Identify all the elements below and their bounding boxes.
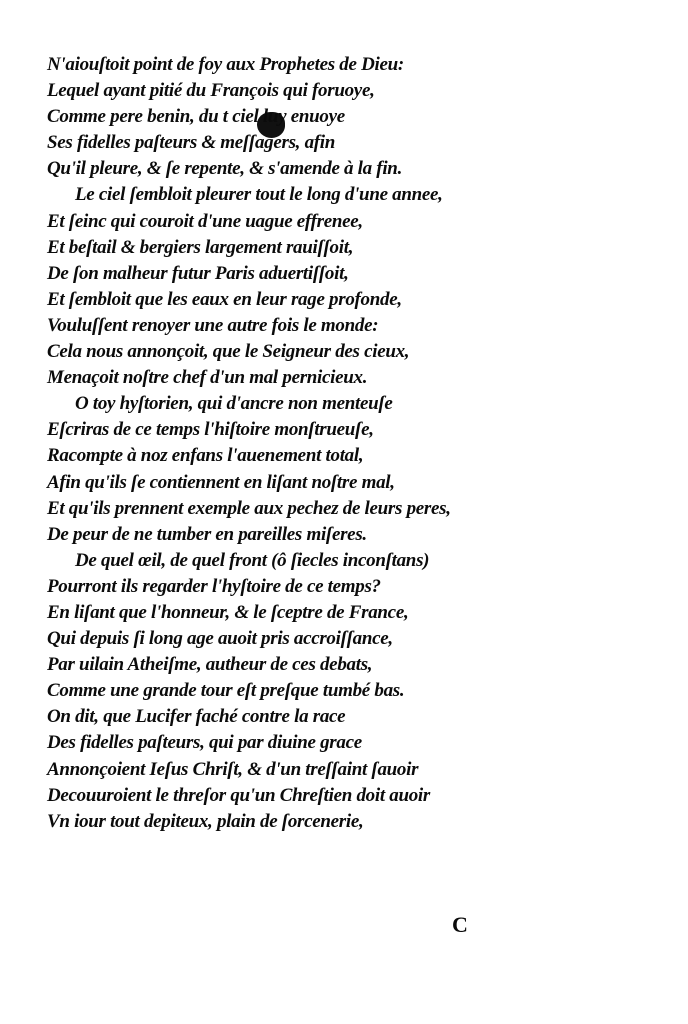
verse-line: Menaçoit noſtre chef d'un mal pernicieux. bbox=[47, 367, 368, 389]
verse-line: Et ſembloit que les eaux en leur rage profonde, bbox=[47, 288, 402, 310]
verse-line: De ſon malheur futur Paris aduertiſſoit, bbox=[47, 262, 349, 284]
verse-line: Et qu'ils prennent exemple aux pechez de leurs peres, bbox=[47, 497, 451, 519]
verse-line: Par uilain Atheiſme, autheur de ces debats, bbox=[47, 654, 373, 676]
verse-line: Afin qu'ils ſe contiennent en liſant noſtre mal, bbox=[47, 471, 395, 493]
signature-mark: C bbox=[452, 912, 468, 937]
poem-text bbox=[47, 52, 647, 835]
verse-line: En liſant que l'honneur, & le ſceptre de France, bbox=[47, 601, 409, 623]
verse-line: Decouuroient le threſor qu'un Chreſtien doit auoir bbox=[47, 784, 431, 806]
verse-line: N'aiouſtoit point de foy aux Prophetes de Dieu: bbox=[47, 54, 404, 75]
verse-line: Et ſeinc qui couroit d'une uague effrenee, bbox=[47, 210, 363, 232]
verse-line: Comme une grande tour eſt preſque tumbé bas. bbox=[47, 680, 405, 702]
verse-line: Qu'il pleure, & ſe repente, & s'amende à la fin. bbox=[47, 158, 403, 180]
verse-line: Et beſtail & bergiers largement rauiſſoit, bbox=[47, 236, 354, 258]
verse-line: Comme pere benin, du t ciel luy enuoye bbox=[47, 106, 345, 128]
verse-line: Racompte à noz enfans l'auenement total, bbox=[47, 445, 364, 467]
verse-line: Pourront ils regarder l'hyſtoire de ce temps? bbox=[47, 575, 381, 597]
verse-line: Annonçoient Ieſus Chriſt, & d'un treſſaint ſauoir bbox=[47, 758, 419, 780]
verse-line: Eſcriras de ce temps l'hiſtoire monſtrueuſe, bbox=[47, 419, 374, 441]
verse-line: Ses fidelles paſteurs & meſſagers, afin bbox=[47, 132, 336, 154]
verse-line: Vn iour tout depiteux, plain de ſorcenerie, bbox=[47, 810, 364, 832]
verse-line: Qui depuis ſi long age auoit pris accroiſſance, bbox=[47, 628, 393, 650]
verse-line: Cela nous annonçoit, que le Seigneur des cieux, bbox=[47, 341, 410, 363]
verse-line: O toy hyſtorien, qui d'ancre non menteuſe bbox=[75, 393, 393, 415]
verse-line: On dit, que Lucifer faché contre la race bbox=[47, 706, 346, 728]
verse-line: Le ciel ſembloit pleurer tout le long d'une annee, bbox=[75, 184, 443, 206]
verse-line: De peur de ne tumber en pareilles miſeres. bbox=[47, 523, 367, 545]
verse-line: Des fidelles paſteurs, qui par diuine grace bbox=[47, 732, 362, 754]
verse-line: Lequel ayant pitié du François qui foruoye, bbox=[47, 80, 375, 102]
verse-line: Vouluſſent renoyer une autre fois le monde: bbox=[47, 314, 379, 336]
verse-line: De quel œil, de quel front (ô ſiecles inconſtans) bbox=[75, 549, 430, 571]
